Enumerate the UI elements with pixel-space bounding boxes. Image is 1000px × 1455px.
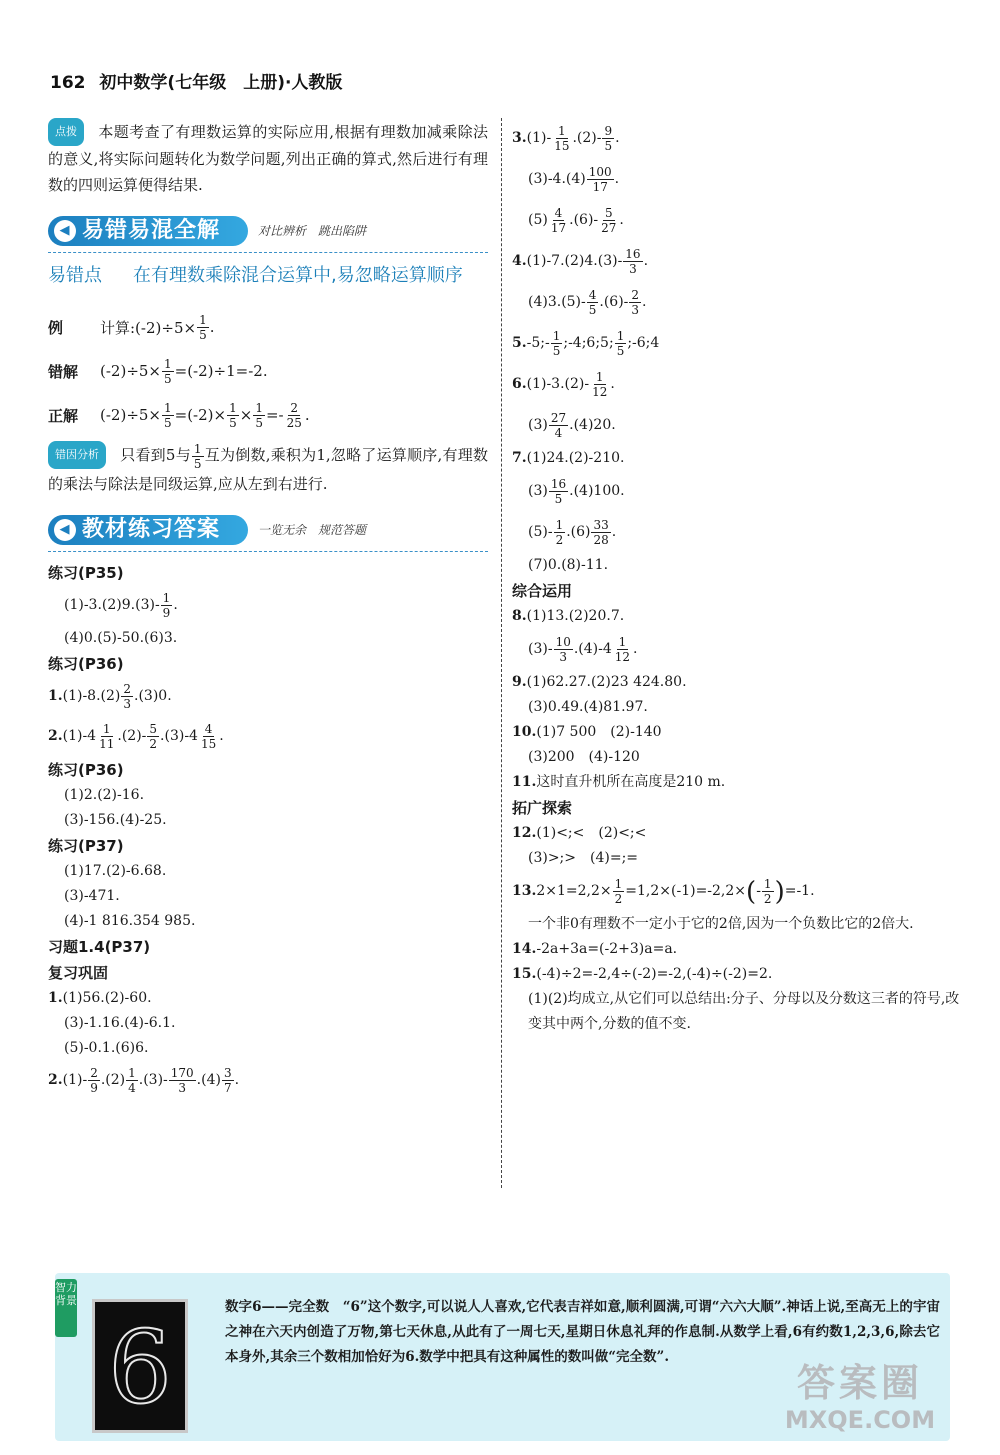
numerator: 1 — [763, 877, 772, 891]
wrong-solution-row — [48, 349, 488, 393]
section-p36a: 练习(P36) — [48, 654, 124, 673]
subsection-extend: 拓广探索 — [512, 799, 573, 817]
fraction — [161, 591, 173, 620]
analysis-pre: 只看到5与 — [120, 446, 191, 464]
answer-line — [512, 159, 962, 200]
right-expr-mid2: × — [239, 406, 253, 424]
denominator: 5 — [604, 139, 613, 153]
numerator: 27 — [550, 411, 567, 425]
error-point-text: 在有理数乘除混合运算中,易忽略运算顺序 — [133, 265, 463, 286]
answer-text: (1)<;< (2)<;< — [536, 825, 647, 841]
numerator: 4 — [204, 722, 213, 736]
question-number: 6. — [512, 376, 527, 392]
page-header — [50, 68, 342, 93]
question-number: 7. — [512, 450, 527, 466]
denominator: 12 — [614, 650, 631, 664]
fraction — [549, 477, 568, 506]
denominator: 5 — [255, 415, 263, 430]
analysis-text: 互为倒数,乘积为1,忽略了运算顺序,有理数的乘法与除法是同级运算,应从左到右进行. — [48, 446, 488, 493]
denominator: 2 — [763, 892, 772, 906]
question-number: 2. — [48, 728, 63, 744]
denominator: 5 — [616, 344, 625, 358]
answer-end: . — [173, 597, 178, 613]
numerator: 33 — [593, 518, 609, 532]
analysis-tag: 错因分析 — [48, 441, 106, 469]
answer-line — [512, 962, 962, 987]
example-expr: 计算:(-2)÷5× — [100, 318, 197, 337]
question-number: 4. — [512, 253, 527, 269]
answer-text: (1)24.(2)-210. — [526, 450, 625, 466]
denominator: 3 — [123, 697, 132, 711]
answer-line: (3)0.49.(4)81.97. — [528, 699, 648, 715]
question-number: 12. — [512, 825, 537, 841]
wrong-expr: (-2)÷5× — [100, 362, 161, 380]
denominator: 5 — [554, 492, 563, 506]
denominator: 5 — [164, 371, 172, 386]
answer-line — [512, 937, 962, 962]
fraction — [552, 124, 571, 153]
denominator: 2 — [149, 737, 158, 751]
speaker-icon: ◀ — [54, 220, 76, 242]
answer-line — [512, 471, 962, 512]
numerator: 2 — [123, 682, 132, 696]
numerator: 1 — [162, 591, 171, 605]
numerator: 100 — [588, 165, 612, 179]
numerator: 1 — [614, 877, 623, 891]
digit-six-glyph: 6 — [108, 1309, 172, 1426]
answer-line — [48, 717, 488, 757]
answer-end: . — [234, 1072, 240, 1088]
question-number: 9. — [512, 674, 527, 690]
fraction — [549, 411, 568, 440]
watermark-url: MXQE.COM — [784, 1406, 936, 1434]
numerator: 1 — [552, 329, 561, 343]
digit-six-icon — [95, 1302, 185, 1430]
question-number: 15. — [512, 966, 537, 982]
denominator: 4 — [128, 1081, 136, 1095]
fraction — [97, 722, 116, 751]
banner-errors-subtitle: 对比辨析 跳出陷阱 — [258, 224, 367, 238]
answer-line — [512, 241, 962, 282]
numerator: 2 — [631, 288, 640, 302]
answer-text: (1)13.(2)20.7. — [526, 608, 625, 624]
numerator: 1 — [555, 518, 564, 532]
answer-mid: ;-4;6;5; — [563, 335, 614, 351]
answer-text: (3)-4.(4) — [528, 171, 586, 187]
digit-six-image — [92, 1299, 188, 1433]
column-divider — [501, 118, 502, 1188]
denominator: 5 — [193, 456, 202, 471]
fraction — [227, 401, 239, 430]
numerator: 1 — [164, 400, 172, 415]
wrong-result: =(-2)÷1=-2. — [174, 362, 268, 380]
fraction — [549, 206, 568, 235]
fraction — [162, 357, 174, 386]
footer-title: 数字6——完全数 — [225, 1299, 330, 1315]
example-end: . — [209, 318, 215, 336]
numerator: 1 — [595, 370, 604, 384]
fraction — [587, 165, 614, 194]
answer-text: (-4)÷2=-2,4÷(-2)=-2,(-4)÷(-2)=2. — [536, 966, 773, 982]
answer-text: (4)3.(5)- — [528, 294, 586, 310]
answer-line — [512, 512, 962, 553]
section-p37: 练习(P37) — [48, 836, 124, 855]
answer-text: (1)-4 — [62, 728, 97, 744]
answer-end: . — [610, 376, 615, 392]
numerator: 2 — [290, 400, 299, 415]
numerator: 2 — [90, 1066, 98, 1080]
numerator: 1 — [558, 124, 566, 138]
numerator: 5 — [149, 722, 158, 736]
answer-text: (5)- — [528, 524, 553, 540]
answer-line — [512, 446, 962, 471]
fraction — [147, 722, 159, 751]
error-point-label: 易错点 — [48, 265, 102, 286]
answer-paragraph: (1)(2)均成立,从它们可以总结出:分子、分母以及分数这三者的符号,改变其中两个,分数的值不变. — [528, 991, 960, 1032]
answer-line: (4)-1 816.354 985. — [64, 912, 196, 929]
right-paren: ) — [774, 876, 785, 907]
denominator: 3 — [631, 303, 640, 317]
watermark-logo: 答案圈 — [796, 1361, 923, 1405]
answer-line: (3)200 (4)-120 — [528, 749, 640, 765]
fraction — [591, 518, 610, 547]
answer-line: (3)>;> (4)=;= — [528, 850, 639, 866]
answer-end: . — [633, 641, 638, 657]
fraction — [551, 329, 563, 358]
fraction — [253, 401, 265, 430]
fraction — [285, 401, 304, 430]
denominator: 7 — [223, 1081, 232, 1095]
fraction — [590, 370, 609, 399]
denominator: 3 — [559, 650, 568, 664]
fraction — [629, 288, 641, 317]
section-p35: 练习(P35) — [48, 563, 124, 582]
answer-text: -2a+3a=(-2+3)a=a. — [536, 941, 678, 957]
wrong-label: 错解 — [48, 362, 79, 381]
denominator: 5 — [588, 303, 597, 317]
numerator: 170 — [170, 1066, 194, 1080]
answer-end: . — [614, 171, 620, 187]
answer-text: (3)- — [528, 641, 553, 657]
fraction — [613, 635, 632, 664]
answer-line — [512, 821, 962, 846]
banner-answers-title: 教材练习答案 — [82, 516, 221, 542]
question-number: 3. — [512, 130, 527, 146]
fraction — [762, 877, 774, 906]
numerator: 1 — [199, 312, 207, 327]
question-number: 1. — [48, 688, 63, 704]
question-number: 13. — [512, 883, 537, 899]
question-number: 1. — [48, 989, 63, 1006]
numerator: 4 — [588, 288, 597, 302]
answer-mid: =1,2×(-1)=-2,2× — [625, 883, 747, 899]
subsection-apply: 综合运用 — [512, 582, 573, 600]
right-expr-mid: =(-2)× — [174, 406, 227, 424]
right-solution-row — [48, 393, 488, 437]
denominator: 25 — [286, 415, 302, 430]
footer-body: “6”这个数字,可以说人人喜欢,它代表吉祥如意,顺利圆满,可谓“六六大顺”.神话上说,至高无上的宇宙之神在六天内创造了万物,第七天休息,从此有了一周七天,星期日休息礼拜的作息制.从数学上看,6有约数1,2,3,6,除去它本身外,其余三个数相加恰好为6.数学中把具有这种属性的数叫做“完全数”. — [225, 1299, 940, 1365]
answer-text: (1)-3.(2)9.(3)- — [64, 597, 160, 613]
numerator: 1 — [618, 635, 627, 649]
denominator: 15 — [200, 737, 217, 751]
error-point — [48, 261, 488, 291]
answer-mid: .(4)-4 — [573, 641, 612, 657]
answer-line — [512, 871, 962, 912]
fraction — [222, 1066, 234, 1095]
answer-mid: .(6) — [566, 524, 591, 540]
fraction — [587, 288, 599, 317]
denominator: 3 — [629, 262, 637, 276]
answer-end: .(3)0. — [134, 688, 172, 704]
answer-line — [512, 364, 962, 405]
subsection-review: 复习巩固 — [48, 963, 109, 982]
numerator: 1 — [164, 356, 172, 371]
answer-end: . — [219, 728, 224, 744]
fraction — [126, 1066, 138, 1095]
right-expr-mid3: =- — [265, 406, 284, 424]
answer-line — [512, 200, 962, 241]
numerator: 16 — [625, 247, 641, 261]
question-number: 5. — [512, 335, 527, 351]
answer-line: (4)0.(5)-50.(6)3. — [64, 629, 178, 646]
answer-line — [48, 986, 488, 1011]
banner-answers-subtitle: 一览无余 规范答题 — [258, 522, 367, 537]
book-title: 初中数学(七年级 上册)·人教版 — [99, 73, 343, 93]
denominator: 9 — [90, 1081, 98, 1095]
answer-line — [48, 1061, 488, 1101]
answer-line: (3)-1.16.(4)-6.1. — [64, 1014, 176, 1031]
answer-end: ;-6;4 — [627, 335, 660, 351]
answer-text: (1)- — [62, 1072, 88, 1088]
answer-line: (7)0.(8)-11. — [528, 557, 609, 573]
answer-text: (5) — [528, 212, 548, 228]
answer-end: . — [619, 212, 624, 228]
numerator: 10 — [555, 635, 571, 649]
answer-mid: .(2)- — [572, 130, 602, 146]
answer-text: 这时直升机所在高度是210 m. — [536, 774, 726, 790]
tip-text: 本题考查了有理数运算的实际应用,根据有理数加减乘除法的意义,将实际问题转化为数学问题,列出正确的算式,然后进行有理数的四则运算便得结果. — [48, 123, 488, 194]
numerator: 4 — [554, 206, 563, 220]
fraction — [88, 1066, 100, 1095]
answer-line: (3)-156.(4)-25. — [64, 811, 167, 828]
answer-line — [512, 720, 962, 745]
denominator: 5 — [552, 344, 561, 358]
answer-mid: .(6)- — [569, 212, 599, 228]
answer-text: (3) — [528, 417, 548, 433]
answer-end: . — [643, 253, 649, 269]
answer-line — [512, 629, 962, 670]
right-end: . — [304, 406, 310, 424]
analysis-paragraph — [48, 441, 488, 497]
answer-end: . — [642, 294, 647, 310]
answer-mid: .(6)- — [599, 294, 629, 310]
numerator: 1 — [102, 722, 111, 736]
numerator: 16 — [550, 477, 567, 491]
answer-end: .(4)100. — [569, 483, 625, 499]
answer-line: (5)-0.1.(6)6. — [64, 1039, 149, 1056]
banner-answers — [48, 515, 488, 552]
banner-errors — [48, 216, 488, 253]
answer-mid: .(3)- — [138, 1072, 168, 1088]
denominator: 12 — [592, 385, 608, 399]
fraction — [602, 124, 614, 153]
numerator: 5 — [604, 206, 613, 220]
answer-mid: .(2)- — [117, 728, 147, 744]
question-number: 10. — [512, 724, 537, 740]
answer-line: (1)2.(2)-16. — [64, 786, 145, 803]
section-p36b: 练习(P36) — [48, 760, 124, 779]
fraction — [613, 877, 625, 906]
numerator: 1 — [255, 400, 263, 415]
numerator: 1 — [229, 400, 237, 415]
fraction — [554, 635, 573, 664]
answer-line — [512, 282, 962, 323]
fraction — [599, 206, 618, 235]
answer-mid: .(2) — [100, 1072, 126, 1088]
fraction — [623, 247, 642, 276]
answer-line — [512, 118, 962, 159]
fraction — [169, 1066, 196, 1095]
denominator: 5 — [164, 415, 172, 430]
answer-text: (3) — [528, 483, 548, 499]
right-label: 正解 — [48, 406, 79, 425]
fraction — [554, 518, 566, 547]
banner-errors-title: 易错易混全解 — [82, 218, 221, 243]
tip-tag: 点拨 — [48, 118, 84, 146]
footer-text — [225, 1295, 940, 1370]
numerator: 1 — [128, 1066, 136, 1080]
right-expr: (-2)÷5× — [100, 406, 161, 424]
question-number: 8. — [512, 608, 527, 624]
answer-text: (1)62.27.(2)23 424.80. — [526, 674, 687, 690]
denominator: 27 — [601, 221, 617, 235]
answer-line — [48, 677, 488, 717]
numerator: 1 — [616, 329, 625, 343]
example-label: 例 — [48, 318, 64, 337]
question-number: 2. — [48, 1072, 63, 1088]
right-column — [512, 118, 962, 1037]
section-exercise-1-4: 习题1.4(P37) — [48, 937, 151, 956]
fraction — [121, 682, 133, 711]
banner-answers-pill — [48, 515, 248, 545]
denominator: 3 — [178, 1081, 187, 1095]
question-number: 11. — [512, 774, 537, 790]
numerator: 1 — [193, 441, 202, 456]
answer-text: 2×1=2,2× — [536, 883, 612, 899]
left-paren: ( — [746, 876, 757, 907]
left-column — [48, 118, 488, 1101]
denominator: 2 — [614, 892, 623, 906]
denominator: 5 — [199, 327, 207, 342]
answer-line — [512, 323, 962, 364]
answer-end: . — [611, 524, 617, 540]
answer-text: (1)-8.(2) — [62, 688, 121, 704]
watermark — [750, 1360, 970, 1450]
answer-text: (1)56.(2)-60. — [62, 989, 152, 1006]
denominator: 2 — [555, 533, 564, 547]
page-number: 162 — [50, 73, 86, 93]
fraction — [199, 722, 218, 751]
fraction — [162, 401, 174, 430]
speaker-icon: ◀ — [54, 519, 76, 541]
footer-tab: 智力背景 — [55, 1279, 77, 1337]
answer-text: (1)- — [526, 130, 552, 146]
answer-line — [512, 405, 962, 446]
answer-mid: .(4) — [196, 1072, 221, 1088]
denominator: 15 — [554, 139, 570, 153]
fraction — [615, 329, 627, 358]
answer-text: (1)7 500 (2)-140 — [536, 724, 662, 740]
answer-line — [512, 604, 962, 629]
answer-mid: .(3)-4 — [160, 728, 198, 744]
denominator: 9 — [162, 606, 171, 620]
answer-line — [48, 586, 488, 626]
minus-sign: - — [756, 883, 761, 899]
example-row — [48, 305, 488, 349]
question-number: 14. — [512, 941, 537, 957]
denominator: 11 — [99, 737, 115, 751]
denominator: 28 — [593, 533, 609, 547]
answer-text: (1)-3.(2)- — [526, 376, 590, 392]
denominator: 17 — [592, 180, 608, 194]
answer-line: (1)17.(2)-6.68. — [64, 862, 167, 879]
answer-text: (1)-7.(2)4.(3)- — [526, 253, 623, 269]
tip-paragraph — [48, 118, 488, 198]
banner-errors-pill — [48, 216, 248, 246]
numerator: 3 — [223, 1066, 232, 1080]
fraction — [197, 313, 209, 342]
fraction — [192, 442, 204, 471]
answer-end: . — [615, 130, 620, 146]
answer-paragraph: 一个非0有理数不一定小于它的2倍,因为一个负数比它的2倍大. — [528, 916, 914, 932]
answer-line — [512, 670, 962, 695]
answer-end: .(4)20. — [569, 417, 616, 433]
answer-text: -5;- — [526, 335, 550, 351]
answer-line: (3)-471. — [64, 887, 120, 904]
answer-line — [512, 770, 962, 795]
denominator: 17 — [550, 221, 567, 235]
answer-end: =-1. — [784, 883, 815, 899]
denominator: 5 — [229, 415, 237, 430]
denominator: 4 — [554, 426, 563, 440]
numerator: 9 — [604, 124, 613, 138]
